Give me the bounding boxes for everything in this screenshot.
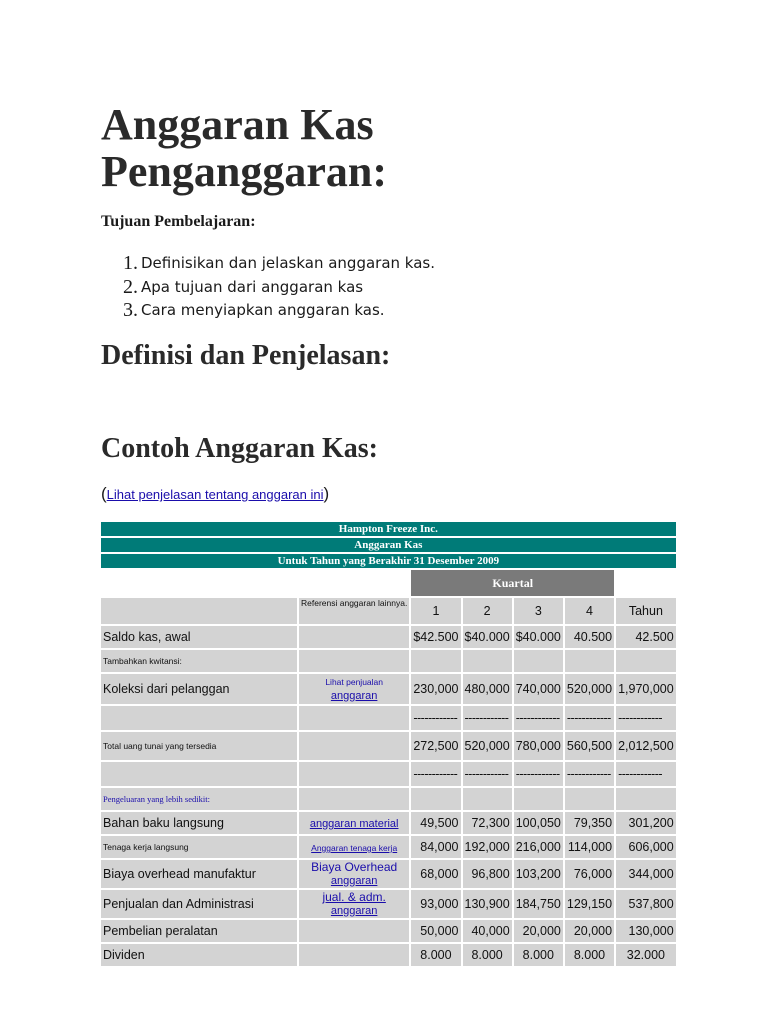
value-cell: 42.500: [616, 626, 676, 648]
value-cell: 32.000: [616, 944, 676, 966]
value-cell: 130,000: [616, 920, 676, 942]
value-cell: 740,000: [514, 674, 563, 704]
blank-cell: [616, 570, 676, 596]
objective-item: [101, 252, 435, 276]
column-header: 1: [411, 598, 460, 624]
table-row: [101, 836, 676, 858]
value-cell: 272,500: [411, 732, 460, 760]
value-cell: 520,000: [565, 674, 614, 704]
row-label: Dividen: [101, 944, 297, 966]
table-header-row: [101, 554, 676, 568]
column-header: 3: [514, 598, 563, 624]
dash-cell: ------------: [514, 762, 563, 786]
value-cell: 606,000: [616, 836, 676, 858]
example-heading: Contoh Anggaran Kas:: [101, 433, 378, 464]
row-label: Tenaga kerja langsung: [101, 836, 297, 858]
row-label: Total uang tunai yang tersedia: [101, 732, 297, 760]
table-row: [101, 944, 676, 966]
dash-cell: ------------: [463, 762, 512, 786]
value-cell: 344,000: [616, 860, 676, 888]
row-label: Koleksi dari pelanggan: [101, 674, 297, 704]
value-cell: 130,900: [463, 890, 512, 918]
value-cell: $40.000: [514, 626, 563, 648]
table-row: [101, 860, 676, 888]
value-cell: 780,000: [514, 732, 563, 760]
objective-item: [101, 299, 385, 323]
labor-budget-link[interactable]: Anggaran tenaga kerja: [311, 843, 398, 853]
budget-period: Untuk Tahun yang Berakhir 31 Desember 2009: [101, 554, 676, 568]
value-cell: 68,000: [411, 860, 460, 888]
value-cell: 301,200: [616, 812, 676, 834]
value-cell: 40.500: [565, 626, 614, 648]
ref-cell: [299, 812, 409, 834]
dash-cell: ------------: [463, 706, 512, 730]
value-cell: 49,500: [411, 812, 460, 834]
objective-item: [101, 275, 364, 300]
dash-cell: ------------: [616, 706, 676, 730]
ref-cell: [299, 626, 409, 648]
value-cell: 84,000: [411, 836, 460, 858]
sales-budget-link[interactable]: anggaran: [330, 689, 378, 702]
ref-header: Referensi anggaran lainnya.: [299, 598, 409, 624]
value-cell: 114,000: [565, 836, 614, 858]
material-budget-link[interactable]: anggaran material: [309, 818, 399, 830]
value-cell: 20,000: [565, 920, 614, 942]
dash-cell: ------------: [411, 762, 460, 786]
row-label: Tambahkan kwitansi:: [101, 650, 297, 672]
objectives-heading: Tujuan Pembelajaran:: [101, 213, 256, 230]
column-header: 2: [463, 598, 512, 624]
blank-cell: [101, 570, 409, 596]
value-cell: 184,750: [514, 890, 563, 918]
objective-text: Apa tujuan dari anggaran kas: [141, 277, 364, 296]
row-label: Biaya overhead manufaktur: [101, 860, 297, 888]
value-cell: 40,000: [463, 920, 512, 942]
value-cell: 480,000: [463, 674, 512, 704]
ref-text: Biaya Overhead: [311, 859, 398, 874]
table-header-row: [101, 538, 676, 552]
value-cell: 192,000: [463, 836, 512, 858]
overhead-budget-link[interactable]: anggaran: [330, 874, 378, 887]
value-cell: 50,000: [411, 920, 460, 942]
value-cell: 72,300: [463, 812, 512, 834]
dash-row: [101, 706, 676, 730]
table-row: [101, 788, 676, 810]
value-cell: 8.000: [514, 944, 563, 966]
value-cell: 230,000: [411, 674, 460, 704]
value-cell: 100,050: [514, 812, 563, 834]
value-cell: 103,200: [514, 860, 563, 888]
value-cell: 216,000: [514, 836, 563, 858]
objectives-list: [101, 252, 435, 323]
ref-text: jual. & adm.: [322, 889, 386, 904]
objective-number: 3.: [123, 299, 138, 321]
row-label: Bahan baku langsung: [101, 812, 297, 834]
table-row: [101, 732, 676, 760]
page-title: Anggaran Kas Penganggaran:: [101, 100, 387, 196]
budget-title: Anggaran Kas: [101, 538, 676, 552]
explanation-link[interactable]: Lihat penjelasan tentang anggaran ini: [106, 487, 324, 502]
dash-cell: ------------: [411, 706, 460, 730]
ref-text: Lihat penjualan: [325, 676, 383, 687]
cash-budget-table: [99, 520, 678, 968]
dash-cell: ------------: [565, 762, 614, 786]
value-cell: 8.000: [463, 944, 512, 966]
column-header: 4: [565, 598, 614, 624]
row-label: Pembelian peralatan: [101, 920, 297, 942]
quarter-header-row: [101, 570, 676, 596]
ref-cell: [299, 674, 409, 704]
column-header: Tahun: [616, 598, 676, 624]
value-cell: 8.000: [411, 944, 460, 966]
table-row: [101, 890, 676, 918]
table-row: [101, 812, 676, 834]
table-row: [101, 650, 676, 672]
table-row: [101, 626, 676, 648]
quarter-label: Kuartal: [411, 570, 614, 596]
company-name: Hampton Freeze Inc.: [101, 522, 676, 536]
value-cell: 2,012,500: [616, 732, 676, 760]
objective-text: Cara menyiapkan anggaran kas.: [141, 301, 385, 319]
value-cell: 20,000: [514, 920, 563, 942]
sga-budget-link[interactable]: anggaran: [330, 904, 378, 917]
value-cell: 93,000: [411, 890, 460, 918]
value-cell: 79,350: [565, 812, 614, 834]
row-label: Penjualan dan Administrasi: [101, 890, 297, 918]
value-cell: 8.000: [565, 944, 614, 966]
value-cell: $42.500: [411, 626, 460, 648]
value-cell: 129,150: [565, 890, 614, 918]
explanation-line: (Lihat penjelasan tentang anggaran ini): [101, 484, 330, 503]
value-cell: 537,800: [616, 890, 676, 918]
blank-cell: [101, 598, 297, 624]
dash-cell: ------------: [565, 706, 614, 730]
table-row: [101, 674, 676, 704]
row-label: Pengeluaran yang lebih sedikit:: [101, 788, 297, 810]
objective-text: Definisikan dan jelaskan anggaran kas.: [141, 254, 435, 272]
dash-row: [101, 762, 676, 786]
dash-cell: ------------: [514, 706, 563, 730]
ref-cell: [299, 890, 409, 918]
column-header-row: [101, 598, 676, 624]
objective-number: 1.: [123, 252, 138, 274]
objective-number: 2.: [123, 275, 138, 298]
table-header-row: [101, 522, 676, 536]
definition-heading: Definisi dan Penjelasan:: [101, 340, 391, 371]
row-label: Saldo kas, awal: [101, 626, 297, 648]
value-cell: 76,000: [565, 860, 614, 888]
value-cell: 520,000: [463, 732, 512, 760]
table-row: [101, 920, 676, 942]
value-cell: $40.000: [463, 626, 512, 648]
value-cell: 96,800: [463, 860, 512, 888]
value-cell: 1,970,000: [616, 674, 676, 704]
dash-cell: ------------: [616, 762, 676, 786]
ref-cell: [299, 836, 409, 858]
value-cell: 560,500: [565, 732, 614, 760]
ref-cell: [299, 860, 409, 888]
